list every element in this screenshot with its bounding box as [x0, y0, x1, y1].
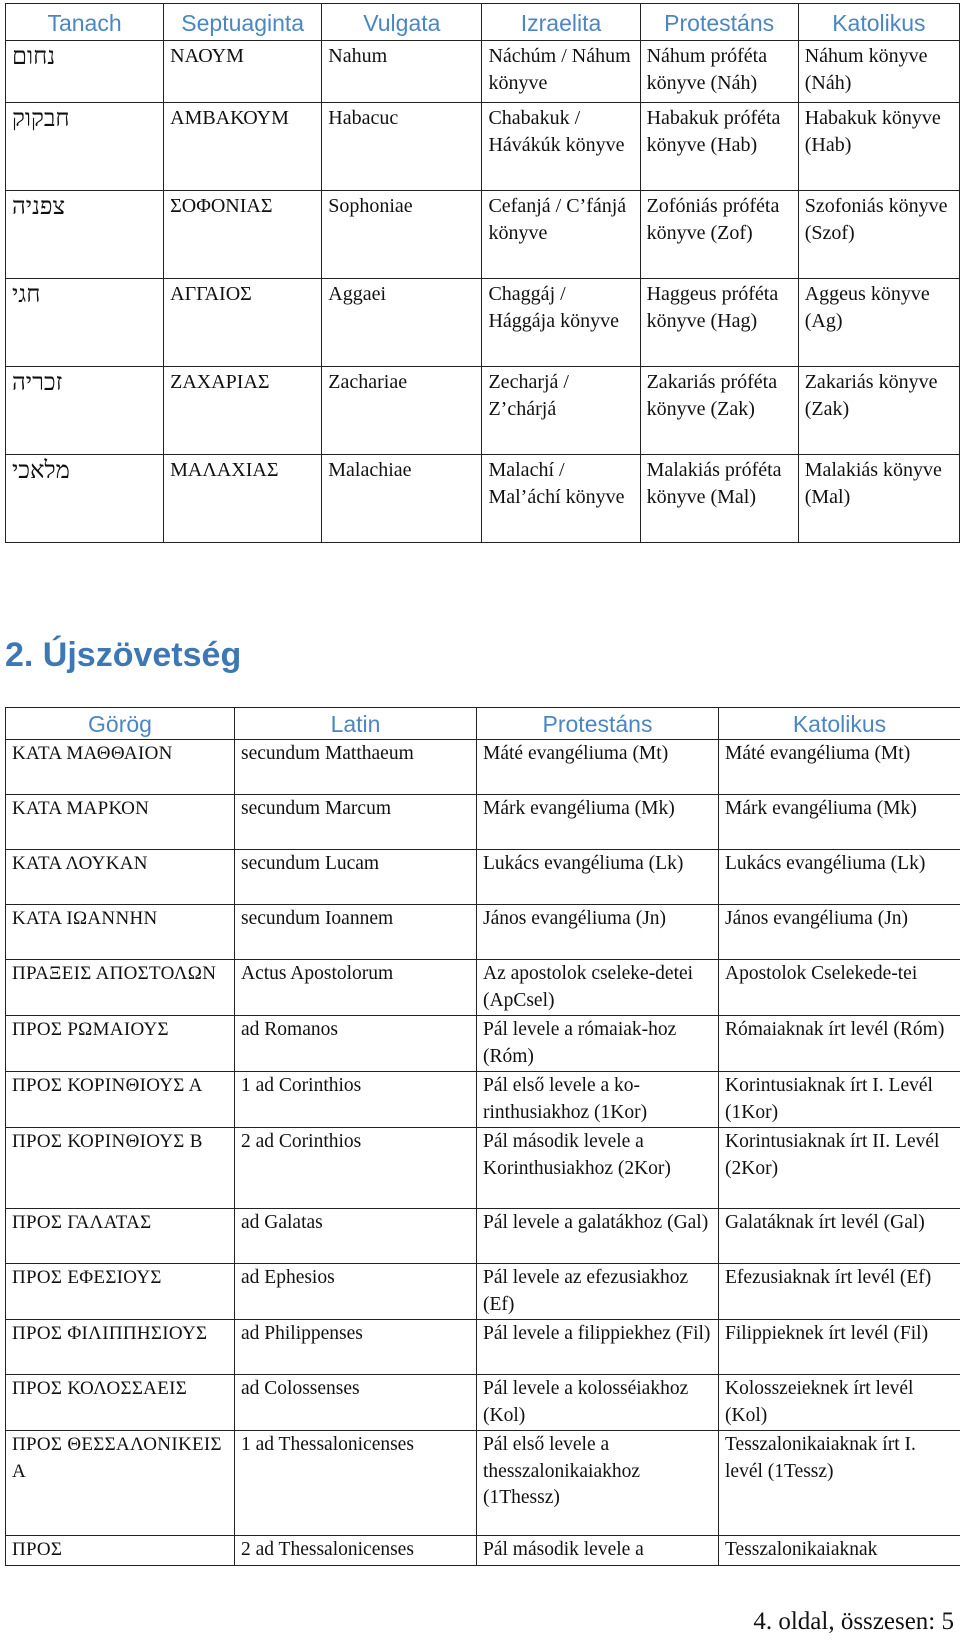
protestans-cell: Pál második levele a — [477, 1536, 719, 1566]
table-row — [6, 1128, 960, 1209]
greek-cell: ΝΑΟΥΜ — [164, 41, 322, 103]
protestans-cell: Habakuk próféta könyve (Hab) — [640, 103, 798, 191]
izraelita-cell: Malachí / Mal’áchí könyve — [482, 455, 640, 543]
protestans-cell: Pál levele a filippiekhez (Fil) — [477, 1320, 719, 1375]
greek-cell: ΚΑΤΑ ΙΩΑΝΝΗΝ — [6, 905, 235, 960]
table-row — [6, 1320, 960, 1375]
katolikus-cell: Zakariás könyve (Zak) — [798, 367, 959, 455]
table-row — [6, 1264, 960, 1320]
latin-cell: Zachariae — [322, 367, 482, 455]
katolikus-cell: Rómaiaknak írt levél (Róm) — [719, 1016, 960, 1072]
katolikus-cell: Korintusiaknak írt II. Levél (2Kor) — [719, 1128, 960, 1209]
latin-cell: 2 ad Corinthios — [235, 1128, 477, 1209]
table-row — [6, 455, 960, 543]
latin-cell: ad Romanos — [235, 1016, 477, 1072]
latin-cell: Actus Apostolorum — [235, 960, 477, 1016]
new-testament-table — [5, 707, 960, 1566]
latin-cell: secundum Ioannem — [235, 905, 477, 960]
greek-cell: ΠΡΟΣ ΚΟΡΙΝΘΙΟΥΣ Α — [6, 1072, 235, 1128]
protestans-cell: Náhum próféta könyve (Náh) — [640, 41, 798, 103]
col-header-protestans: Protestáns — [640, 4, 798, 41]
col-header-izraelita: Izraelita — [482, 4, 640, 41]
col-header-katolikus: Katolikus — [719, 708, 960, 740]
greek-cell: ΣΟΦΟΝΙΑΣ — [164, 191, 322, 279]
katolikus-cell: János evangéliuma (Jn) — [719, 905, 960, 960]
katolikus-cell: Korintusiaknak írt I. Levél (1Kor) — [719, 1072, 960, 1128]
col-header-tanach: Tanach — [6, 4, 164, 41]
col-header-latin: Latin — [235, 708, 477, 740]
hebrew-cell: נחום — [6, 41, 164, 103]
katolikus-cell: Galatáknak írt levél (Gal) — [719, 1209, 960, 1264]
latin-cell: Habacuc — [322, 103, 482, 191]
protestans-cell: Pál első levele a thesszalonikaiakhoz (1Thessz) — [477, 1431, 719, 1536]
table-row — [6, 850, 960, 905]
greek-cell: ΠΡΟΣ ΚΟΡΙΝΘΙΟΥΣ Β — [6, 1128, 235, 1209]
latin-cell: Sophoniae — [322, 191, 482, 279]
greek-cell: ΠΡΑΞΕΙΣ ΑΠΟΣΤΟΛΩΝ — [6, 960, 235, 1016]
table-row — [6, 1016, 960, 1072]
table-header-row — [6, 4, 960, 41]
greek-cell: ΚΑΤΑ ΛΟΥΚΑΝ — [6, 850, 235, 905]
table-header-row — [6, 708, 960, 740]
table-row — [6, 279, 960, 367]
greek-cell: ΠΡΟΣ ΡΩΜΑΙΟΥΣ — [6, 1016, 235, 1072]
latin-cell: secundum Matthaeum — [235, 740, 477, 795]
greek-cell: ΚΑΤΑ ΜΑΡΚΟΝ — [6, 795, 235, 850]
latin-cell: secundum Lucam — [235, 850, 477, 905]
katolikus-cell: Habakuk könyve (Hab) — [798, 103, 959, 191]
old-testament-table — [5, 3, 960, 543]
hebrew-cell: זכריה — [6, 367, 164, 455]
protestans-cell: Márk evangéliuma (Mk) — [477, 795, 719, 850]
table-row — [6, 1431, 960, 1536]
katolikus-cell: Filippieknek írt levél (Fil) — [719, 1320, 960, 1375]
table-row — [6, 41, 960, 103]
greek-cell: ΠΡΟΣ ΦΙΛΙΠΠΗΣΙΟΥΣ — [6, 1320, 235, 1375]
table-row — [6, 1209, 960, 1264]
hebrew-cell: צפניה — [6, 191, 164, 279]
latin-cell: ad Philippenses — [235, 1320, 477, 1375]
latin-cell: Aggaei — [322, 279, 482, 367]
izraelita-cell: Chaggáj / Hággája könyve — [482, 279, 640, 367]
katolikus-cell: Kolosszeieknek írt levél (Kol) — [719, 1375, 960, 1431]
katolikus-cell: Náhum könyve (Náh) — [798, 41, 959, 103]
protestans-cell: Zakariás próféta könyve (Zak) — [640, 367, 798, 455]
katolikus-cell: Márk evangéliuma (Mk) — [719, 795, 960, 850]
katolikus-cell: Tesszalonikaiaknak — [719, 1536, 960, 1566]
greek-cell: ΠΡΟΣ — [6, 1536, 235, 1566]
table-row — [6, 1375, 960, 1431]
protestans-cell: János evangéliuma (Jn) — [477, 905, 719, 960]
greek-cell: ΠΡΟΣ ΓΑΛΑΤΑΣ — [6, 1209, 235, 1264]
katolikus-cell: Apostolok Cselekede-tei — [719, 960, 960, 1016]
latin-cell: 2 ad Thessalonicenses — [235, 1536, 477, 1566]
greek-cell: ΠΡΟΣ ΘΕΣΣΑΛΟΝΙΚΕΙΣ Α — [6, 1431, 235, 1536]
hebrew-cell: חבקוק — [6, 103, 164, 191]
latin-cell: secundum Marcum — [235, 795, 477, 850]
izraelita-cell: Chabakuk / Hávákúk könyve — [482, 103, 640, 191]
protestans-cell: Pál levele az efezusiakhoz (Ef) — [477, 1264, 719, 1320]
table-row — [6, 905, 960, 960]
protestans-cell: Pál levele a galatákhoz (Gal) — [477, 1209, 719, 1264]
col-header-vulgata: Vulgata — [322, 4, 482, 41]
protestans-cell: Malakiás próféta könyve (Mal) — [640, 455, 798, 543]
katolikus-cell: Aggeus könyve (Ag) — [798, 279, 959, 367]
table-row — [6, 367, 960, 455]
greek-cell: ΑΜΒΑΚΟΥΜ — [164, 103, 322, 191]
izraelita-cell: Cefanjá / C’fánjá könyve — [482, 191, 640, 279]
page-footer: 4. oldal, összesen: 5 — [753, 1608, 954, 1635]
greek-cell: ΜΑΛΑΧΙΑΣ — [164, 455, 322, 543]
hebrew-cell: מלאכי — [6, 455, 164, 543]
protestans-cell: Az apostolok cseleke-detei (ApCsel) — [477, 960, 719, 1016]
latin-cell: ad Ephesios — [235, 1264, 477, 1320]
protestans-cell: Pál első levele a ko-rinthusiakhoz (1Kor) — [477, 1072, 719, 1128]
protestans-cell: Zofóniás próféta könyve (Zof) — [640, 191, 798, 279]
katolikus-cell: Tesszalonikaiaknak írt I. levél (1Tessz) — [719, 1431, 960, 1536]
table-row — [6, 960, 960, 1016]
greek-cell: ΑΓΓΑΙΟΣ — [164, 279, 322, 367]
protestans-cell: Pál levele a rómaiak-hoz (Róm) — [477, 1016, 719, 1072]
latin-cell: 1 ad Corinthios — [235, 1072, 477, 1128]
protestans-cell: Haggeus próféta könyve (Hag) — [640, 279, 798, 367]
table-row — [6, 795, 960, 850]
izraelita-cell: Zecharjá / Z’chárjá — [482, 367, 640, 455]
latin-cell: Malachiae — [322, 455, 482, 543]
katolikus-cell: Máté evangéliuma (Mt) — [719, 740, 960, 795]
table-row — [6, 740, 960, 795]
hebrew-cell: חגי — [6, 279, 164, 367]
latin-cell: ad Galatas — [235, 1209, 477, 1264]
latin-cell: 1 ad Thessalonicenses — [235, 1431, 477, 1536]
katolikus-cell: Lukács evangéliuma (Lk) — [719, 850, 960, 905]
katolikus-cell: Malakiás könyve (Mal) — [798, 455, 959, 543]
katolikus-cell: Szofoniás könyve (Szof) — [798, 191, 959, 279]
col-header-gorog: Görög — [6, 708, 235, 740]
table-row — [6, 103, 960, 191]
col-header-protestans: Protestáns — [477, 708, 719, 740]
table-row — [6, 1536, 960, 1566]
greek-cell: ΖΑΧΑΡΙΑΣ — [164, 367, 322, 455]
table-row — [6, 1072, 960, 1128]
izraelita-cell: Náchúm / Náhum könyve — [482, 41, 640, 103]
greek-cell: ΠΡΟΣ ΕΦΕΣΙΟΥΣ — [6, 1264, 235, 1320]
section-heading: 2. Újszövetség — [5, 636, 242, 674]
latin-cell: Nahum — [322, 41, 482, 103]
latin-cell: ad Colossenses — [235, 1375, 477, 1431]
col-header-septuaginta: Septuaginta — [164, 4, 322, 41]
col-header-katolikus: Katolikus — [798, 4, 959, 41]
greek-cell: ΠΡΟΣ ΚΟΛΟΣΣΑΕΙΣ — [6, 1375, 235, 1431]
protestans-cell: Pál második levele a Korinthusiakhoz (2Kor) — [477, 1128, 719, 1209]
table-row — [6, 191, 960, 279]
greek-cell: ΚΑΤΑ ΜΑΘΘΑΙΟΝ — [6, 740, 235, 795]
protestans-cell: Máté evangéliuma (Mt) — [477, 740, 719, 795]
protestans-cell: Lukács evangéliuma (Lk) — [477, 850, 719, 905]
protestans-cell: Pál levele a kolosséiakhoz (Kol) — [477, 1375, 719, 1431]
katolikus-cell: Efezusiaknak írt levél (Ef) — [719, 1264, 960, 1320]
